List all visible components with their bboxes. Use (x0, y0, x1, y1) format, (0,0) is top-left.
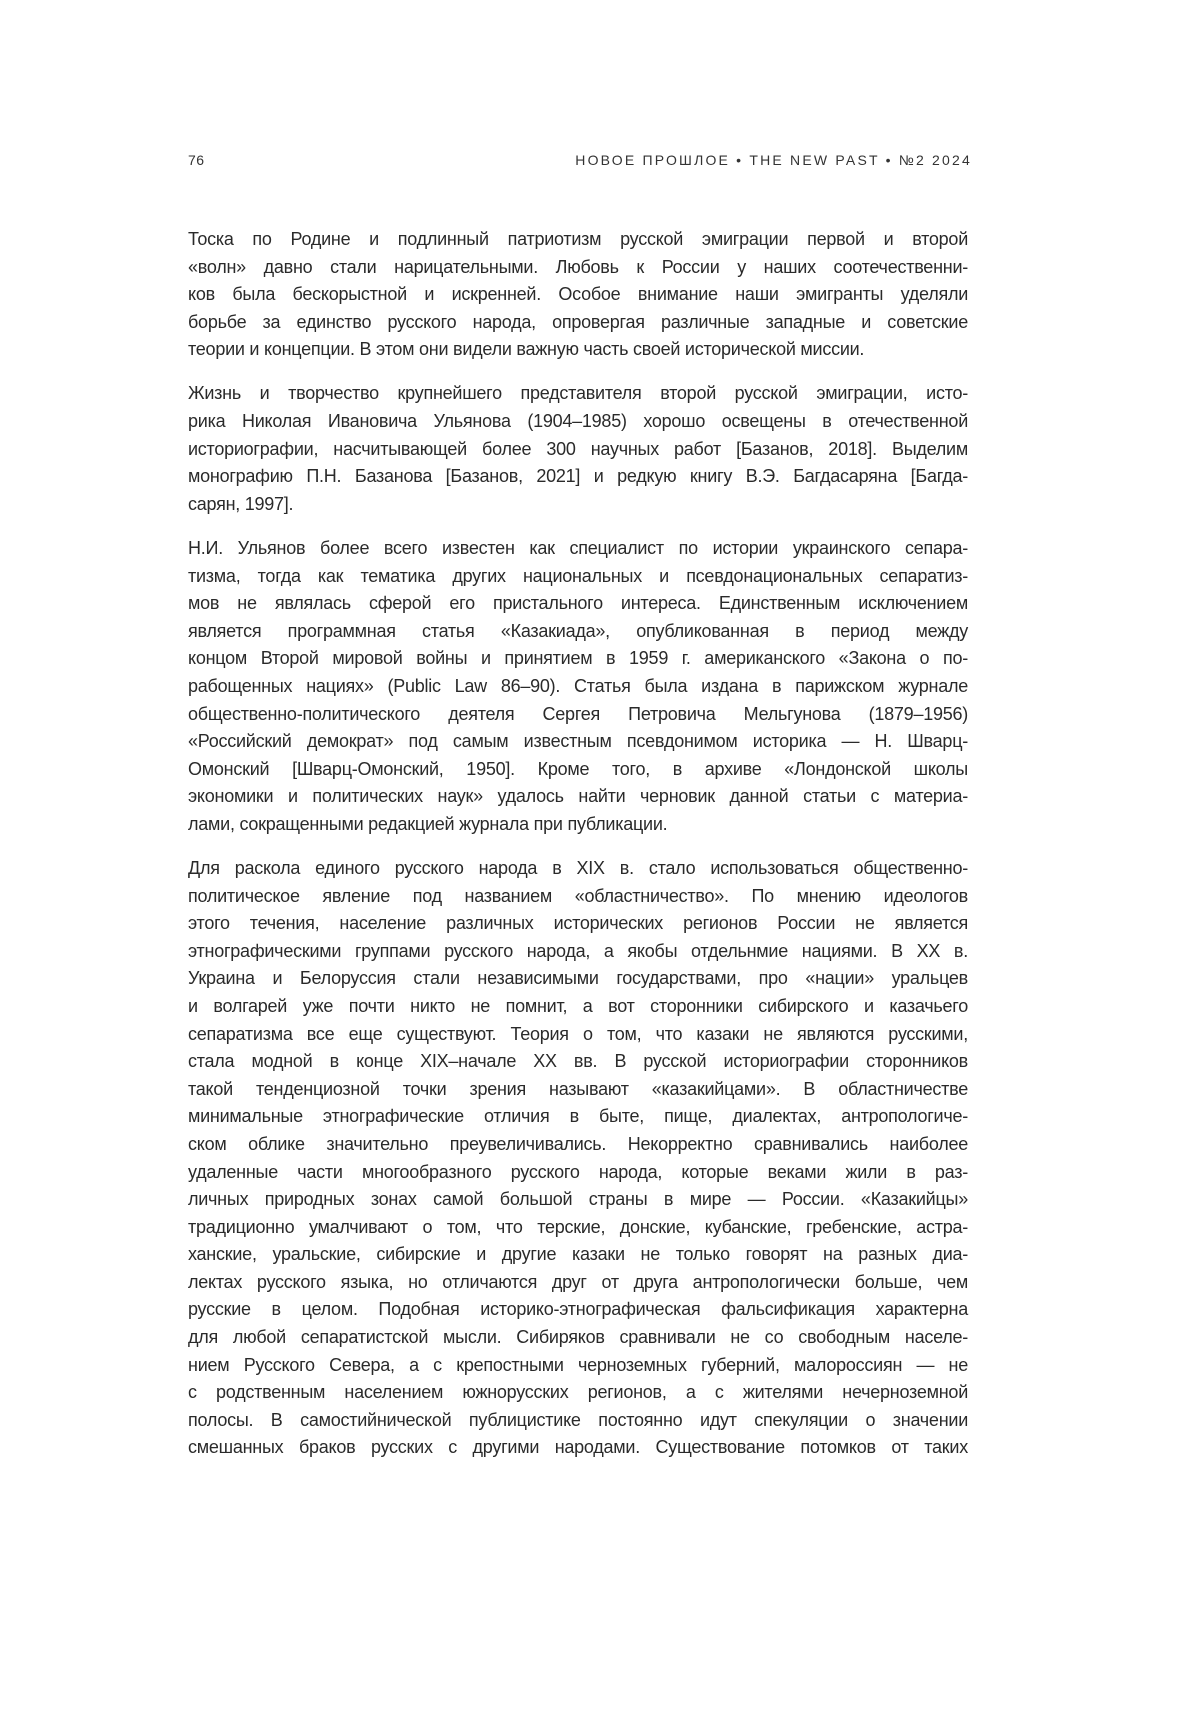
text-line: стала модной в конце XIX–начале XX вв. В русской историографии сторонников (188, 1048, 968, 1076)
text-line: такой тенденциозной точки зрения называют «казакийцами». В областничестве (188, 1076, 968, 1104)
text-line: лектах русского языка, но отличаются друг от друга антропологически больше, чем (188, 1269, 968, 1297)
text-line: нием Русского Севера, а с крепостными черноземных губерний, малороссиян — не (188, 1352, 968, 1380)
text-line: рабощенных нациях» (Public Law 86–90). Статья была издана в парижском журнале (188, 673, 968, 701)
text-line: историографии, насчитывающей более 300 научных работ [Базанов, 2018]. Выделим (188, 436, 968, 464)
paragraph (188, 226, 968, 364)
text-line: общественно-политического деятеля Сергея Петровича Мельгунова (1879–1956) (188, 701, 968, 729)
text-line: борьбе за единство русского народа, опровергая различные западные и советские (188, 309, 968, 337)
text-line: тизма, тогда как тематика других национальных и псевдонациональных сепаратиз- (188, 563, 968, 591)
text-line: «волн» давно стали нарицательными. Любовь к России у наших соотечественни- (188, 254, 968, 282)
paragraph (188, 855, 968, 1462)
text-line: этнографическими группами русского народа, а якобы отдельнмие нациями. В XX в. (188, 938, 968, 966)
paragraph (188, 380, 968, 518)
text-line: Н.И. Ульянов более всего известен как специалист по истории украинского сепара- (188, 535, 968, 563)
text-line: сарян, 1997]. (188, 491, 968, 519)
text-line: для любой сепаратистской мысли. Сибиряков сравнивали не со свободным населе- (188, 1324, 968, 1352)
text-line: сепаратизма все еще существуют. Теория о том, что казаки не являются русскими, (188, 1021, 968, 1049)
text-line: рика Николая Ивановича Ульянова (1904–1985) хорошо освещены в отечественной (188, 408, 968, 436)
text-line: Тоска по Родине и подлинный патриотизм русской эмиграции первой и второй (188, 226, 968, 254)
text-line: минимальные этнографические отличия в быте, пище, диалектах, антропологиче- (188, 1103, 968, 1131)
text-line: смешанных браков русских с другими народами. Существование потомков от таких (188, 1434, 968, 1462)
text-line: ском облике значительно преувеличивались. Некорректно сравнивались наиболее (188, 1131, 968, 1159)
text-line: полосы. В самостийнической публицистике постоянно идут спекуляции о значении (188, 1407, 968, 1435)
text-line: монографию П.Н. Базанова [Базанов, 2021] и редкую книгу В.Э. Багдасаряна [Багда- (188, 463, 968, 491)
running-header-journal-title: НОВОЕ ПРОШЛОЕ • THE NEW PAST • №2 2024 (575, 152, 972, 168)
text-line: Жизнь и творчество крупнейшего представителя второй русской эмиграции, исто- (188, 380, 968, 408)
text-line: русские в целом. Подобная историко-этнографическая фальсификация характерна (188, 1296, 968, 1324)
text-line: является программная статья «Казакиада», опубликованная в период между (188, 618, 968, 646)
text-line: политическое явление под названием «областничество». По мнению идеологов (188, 883, 968, 911)
text-line: ханские, уральские, сибирские и другие казаки не только говорят на разных диа- (188, 1241, 968, 1269)
page-number: 76 (188, 152, 205, 168)
text-line: концом Второй мировой войны и принятием в 1959 г. американского «Закона о по- (188, 645, 968, 673)
text-line: и волгарей уже почти никто не помнит, а вот сторонники сибирского и казачьего (188, 993, 968, 1021)
text-line: личных природных зонах самой большой страны в мире — России. «Казакийцы» (188, 1186, 968, 1214)
text-line: этого течения, население различных исторических регионов России не является (188, 910, 968, 938)
paragraph (188, 535, 968, 839)
text-line: ков была бескорыстной и искренней. Особое внимание наши эмигранты уделяли (188, 281, 968, 309)
text-line: Омонский [Шварц-Омонский, 1950]. Кроме того, в архиве «Лондонской школы (188, 756, 968, 784)
text-line: Украина и Белоруссия стали независимыми государствами, про «нации» уральцев (188, 965, 968, 993)
text-line: лами, сокращенными редакцией журнала при публикации. (188, 811, 968, 839)
text-line: экономики и политических наук» удалось найти черновик данной статьи с материа- (188, 783, 968, 811)
text-line: теории и концепции. В этом они видели важную часть своей исторической миссии. (188, 336, 968, 364)
text-line: мов не являлась сферой его пристального интереса. Единственным исключением (188, 590, 968, 618)
text-line: «Российский демократ» под самым известным псевдонимом историка — Н. Шварц- (188, 728, 968, 756)
text-line: Для раскола единого русского народа в XIX в. стало использоваться общественно- (188, 855, 968, 883)
article-body (188, 226, 968, 1479)
text-line: с родственным населением южнорусских регионов, а с жителями нечерноземной (188, 1379, 968, 1407)
text-line: традиционно умалчивают о том, что терские, донские, кубанские, гребенские, астра- (188, 1214, 968, 1242)
text-line: удаленные части многообразного русского народа, которые веками жили в раз- (188, 1159, 968, 1187)
